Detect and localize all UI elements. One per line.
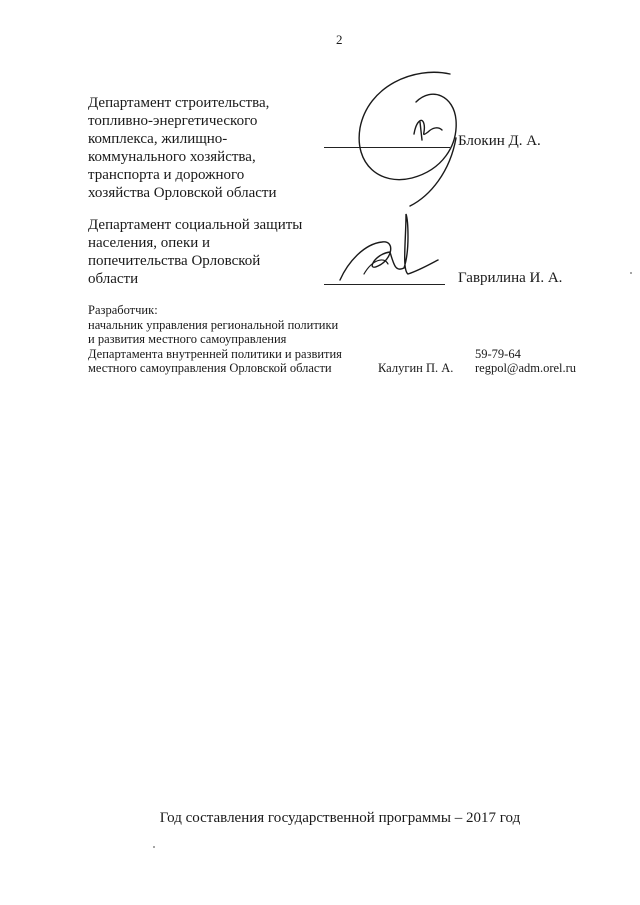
scan-speck (153, 846, 155, 848)
signer-name: Блокин Д. А. (458, 133, 541, 149)
department-social-protection (88, 216, 302, 288)
department-line: области (88, 271, 139, 287)
developer-name: Калугин П. А. (378, 361, 454, 375)
department-line: населения, опеки и (88, 235, 211, 251)
developer-line: и развития местного самоуправления (88, 332, 287, 346)
department-line: топливно-энергетического (88, 113, 258, 129)
department-line: комплекса, жилищно- (88, 131, 228, 147)
signer-name: Гаврилина И. А. (458, 270, 563, 286)
department-line: попечительства Орловской (88, 253, 261, 269)
program-year-footer: Год составления государственной программы – 2017 год (159, 810, 521, 826)
page-number: 2 (336, 32, 343, 47)
department-line: Департамент социальной защиты (88, 217, 303, 233)
developer-info (88, 303, 342, 376)
scan-speck (630, 272, 632, 274)
developer-line: начальник управления региональной политики (88, 317, 339, 332)
department-line: транспорта и дорожного (88, 167, 245, 183)
department-construction (88, 94, 277, 202)
department-line: хозяйства Орловской области (88, 185, 277, 201)
signature-gavrilina (334, 210, 444, 290)
department-line: Департамент строительства, (88, 95, 270, 111)
developer-email: regpol@adm.orel.ru (475, 361, 577, 375)
developer-line: Разработчик: (88, 303, 158, 317)
developer-phone: 59-79-64 (475, 347, 521, 361)
department-line: коммунального хозяйства, (88, 149, 256, 165)
developer-line: местного самоуправления Орловской области (88, 361, 332, 375)
developer-line: Департамента внутренней политики и развития (88, 346, 342, 361)
